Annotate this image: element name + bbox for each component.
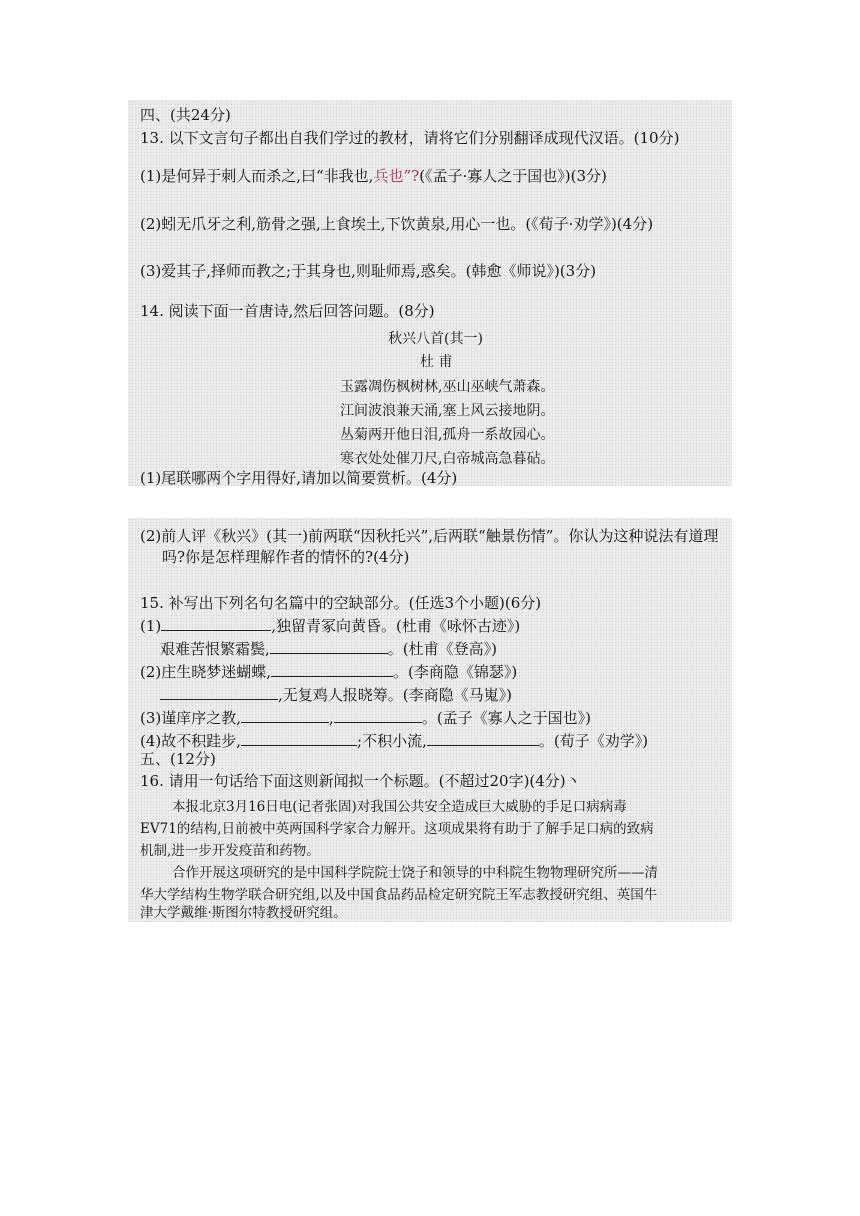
- fill-text: ,独留青冢向黄昏。(杜甫《咏怀古迹》): [271, 617, 521, 635]
- question-14-sub-2-line-1: (2)前人评《秋兴》(其一)前两联“因秋托兴”,后两联“触景伤情”。你认为这种说法有道理: [140, 527, 719, 545]
- question-14-sub-2-line-2: 吗?你是怎样理解作者的情怀的?(4分): [162, 548, 410, 566]
- sentence-1-source: (《孟子·寡人之于国也》)(3分): [419, 167, 607, 185]
- question-13-sentence-2: (2)蚓无爪牙之利,筋骨之强,上食埃土,下饮黄泉,用心一也。(《荀子·劝学》)(4分): [140, 215, 654, 233]
- poem-line: 寒衣处处催刀尺,白帝城高急暮砧。: [340, 451, 555, 467]
- section-5-heading: 五、(12分): [140, 750, 216, 768]
- fill-line-1: [140, 617, 520, 635]
- poem-title: 秋兴八首(其一): [388, 331, 483, 347]
- fill-text: 艰难苦恨繁霜鬓,: [160, 640, 270, 658]
- fill-text: (4)故不积跬步,: [140, 732, 242, 750]
- fill-label: (1): [140, 617, 162, 635]
- fill-text: ,: [329, 709, 334, 727]
- news-line: 本报北京3月16日电(记者张固)对我国公共安全造成巨大威胁的手足口病病毒: [172, 799, 627, 815]
- answer-blank: [161, 617, 271, 631]
- question-14-sub-1: (1)尾联哪两个字用得好,请加以简要赏析。(4分): [140, 469, 458, 487]
- fill-line-6: [140, 732, 648, 750]
- fill-line-3: [140, 663, 517, 681]
- section-4-heading: 四、(共24分): [140, 106, 231, 124]
- poem-line: 丛菊两开他日泪,孤舟一系故园心。: [340, 427, 555, 443]
- sentence-1-text: (1)是何异于刺人而杀之,曰“非我也,: [140, 167, 374, 185]
- fill-text: (2)庄生晓梦迷蝴蝶,: [140, 663, 272, 681]
- fill-text: 。(李商隐《锦瑟》): [393, 663, 518, 681]
- stray-mark: 丶: [565, 772, 581, 790]
- fill-text: 。(杜甫《登高》): [387, 640, 497, 658]
- question-14-prompt: 14. 阅读下面一首唐诗,然后回答问题。(8分): [140, 302, 435, 320]
- question-16-prompt: [140, 772, 581, 790]
- fill-line-2: [160, 640, 497, 658]
- answer-blank: [241, 732, 357, 746]
- fill-text: ;不积小流,: [357, 732, 427, 750]
- poem-author: 杜 甫: [420, 354, 453, 370]
- fill-text: ,无复鸡人报晓筹。(李商隐《马嵬》): [278, 686, 512, 704]
- answer-blank: [241, 709, 329, 723]
- fill-text: 。(孟子《寡人之于国也》): [421, 709, 592, 727]
- question-13-sentence-1: [140, 167, 607, 185]
- answer-blank: [427, 732, 539, 746]
- answer-blank: [270, 640, 388, 654]
- fill-line-4: [160, 686, 512, 704]
- answer-blank: [334, 709, 422, 723]
- question-13-prompt: 13. 以下文言句子都出自我们学过的教材，请将它们分别翻译成现代汉语。(10分): [140, 129, 680, 147]
- news-line: EV71的结构,日前被中英两国科学家合力解开。这项成果将有助于了解手足口病的致病: [140, 821, 654, 837]
- answer-blank: [160, 686, 278, 700]
- news-line: 合作开展这项研究的是中国科学院院士饶子和领导的中科院生物物理研究所——清: [172, 865, 658, 881]
- poem-line: 玉露凋伤枫树林,巫山巫峡气萧森。: [340, 379, 555, 395]
- prompt-text: 16. 请用一句话给下面这则新闻拟一个标题。(不超过20字)(4分): [140, 772, 566, 790]
- fill-text: 。(荀子《劝学》): [538, 732, 649, 750]
- news-line: 津大学戴维·斯图尔特教授研究组。: [140, 905, 347, 921]
- fill-text: (3)谨庠序之教,: [140, 709, 242, 727]
- fill-line-5: [140, 709, 591, 727]
- sentence-1-highlight: 兵也”?: [373, 167, 420, 185]
- news-line: 华大学结构生物学联合研究组,以及中国食品药品检定研究院王军志教授研究组、英国牛: [140, 887, 658, 903]
- question-13-sentence-3: (3)爱其子,择师而教之;于其身也,则耻师焉,惑矣。(韩愈《师说》)(3分): [140, 262, 597, 280]
- poem-line: 江间波浪兼天涌,塞上风云接地阴。: [340, 403, 555, 419]
- answer-blank: [271, 663, 393, 677]
- news-line: 机制,进一步开发疫苗和药物。: [140, 843, 320, 859]
- question-15-prompt: 15. 补写出下列名句名篇中的空缺部分。(任选3个小题)(6分): [140, 594, 542, 612]
